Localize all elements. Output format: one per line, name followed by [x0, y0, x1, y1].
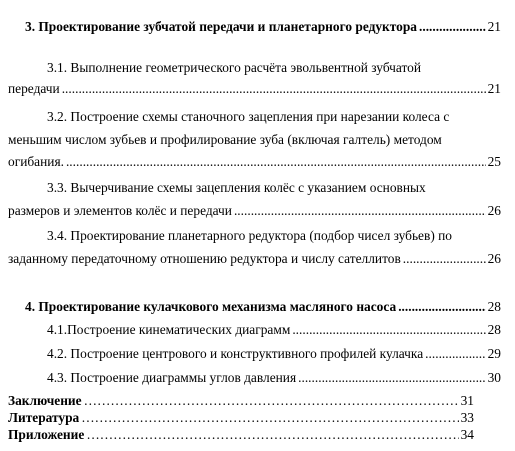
toc-page-number: 21: [487, 19, 501, 34]
leader-dots: [398, 299, 485, 315]
leader-dots: [81, 410, 458, 426]
leader-dots: [62, 81, 486, 97]
toc-entry-3-2-line1[interactable]: 3.2. Построение схемы станочного зацепления при нарезании колеса с: [47, 109, 450, 124]
toc-page-number: 28: [487, 299, 501, 314]
toc-entry-3-4-line2[interactable]: заданному передаточному отношению редуктора и числу сателлитов ..... 26: [8, 251, 501, 267]
toc-entry-3-2-line3[interactable]: огибания. ..... 25: [8, 154, 501, 170]
toc-entry-4-3[interactable]: 4.3. Построение диаграммы углов давления ..... 30: [47, 370, 501, 386]
leader-dots: [292, 322, 485, 338]
toc-page-number: 21: [487, 81, 501, 96]
leader-dots: [298, 370, 485, 386]
toc-entry-conclusion[interactable]: Заключение ……………………………………………………………………………………………………………………………………………………………………………………………… 31: [8, 393, 474, 409]
toc-page-number: 28: [487, 322, 501, 337]
leader-dots: [425, 346, 485, 362]
toc-entry-title: 3. Проектирование зубчатой передачи и планетарного редуктора: [25, 19, 418, 34]
toc-page-number: 34: [460, 427, 474, 442]
toc-page-number: 25: [487, 154, 501, 169]
toc-entry-appendix[interactable]: Приложение ……………………………………………………………………………………………………………………………………………………………………………………………… 34: [8, 427, 474, 443]
leader-dots: [84, 393, 459, 409]
toc-entry-3-2-line2[interactable]: меньшим числом зубьев и профилирование зуба (включая галтель) методом: [8, 132, 442, 147]
toc-entry-3-1-line1[interactable]: 3.1. Выполнение геометрического расчёта эвольвентной зубчатой: [47, 60, 421, 75]
toc-entry-chapter-4[interactable]: [25, 299, 501, 315]
toc-page-number: 29: [487, 346, 501, 361]
toc-page-number: 26: [487, 203, 501, 218]
toc-entry-4-1[interactable]: 4.1.Построение кинематических диаграмм ..... 28: [47, 322, 501, 338]
leader-dots: [419, 19, 486, 35]
toc-entry-4-2[interactable]: 4.2. Построение центрового и конструктивного профилей кулачка ..... 29: [47, 346, 501, 362]
toc-page-number: 26: [487, 251, 501, 266]
toc-entry-3-1-line2[interactable]: передачи ..... 21: [8, 81, 501, 97]
toc-entry-chapter-3[interactable]: [25, 19, 501, 35]
toc-page-number: 33: [460, 410, 474, 425]
toc-entry-3-4-line1[interactable]: 3.4. Проектирование планетарного редуктора (подбор чисел зубьев) по: [47, 228, 452, 243]
leader-dots: [234, 203, 486, 219]
leader-dots: [66, 154, 486, 170]
toc-entry-3-3-line2[interactable]: размеров и элементов колёс и передачи ..... 26: [8, 203, 501, 219]
toc-entry-literature[interactable]: Литература ……………………………………………………………………………………………………………………………………………………………………………………………… 33: [8, 410, 474, 426]
leader-dots: [403, 251, 486, 267]
toc-entry-title: 4. Проектирование кулачкового механизма масляного насоса: [25, 299, 397, 314]
leader-dots: [86, 427, 458, 443]
toc-page-number: 31: [460, 393, 474, 408]
toc-page-number: 30: [487, 370, 501, 385]
toc-entry-3-3-line1[interactable]: 3.3. Вычерчивание схемы зацепления колёс с указанием основных: [47, 180, 426, 195]
